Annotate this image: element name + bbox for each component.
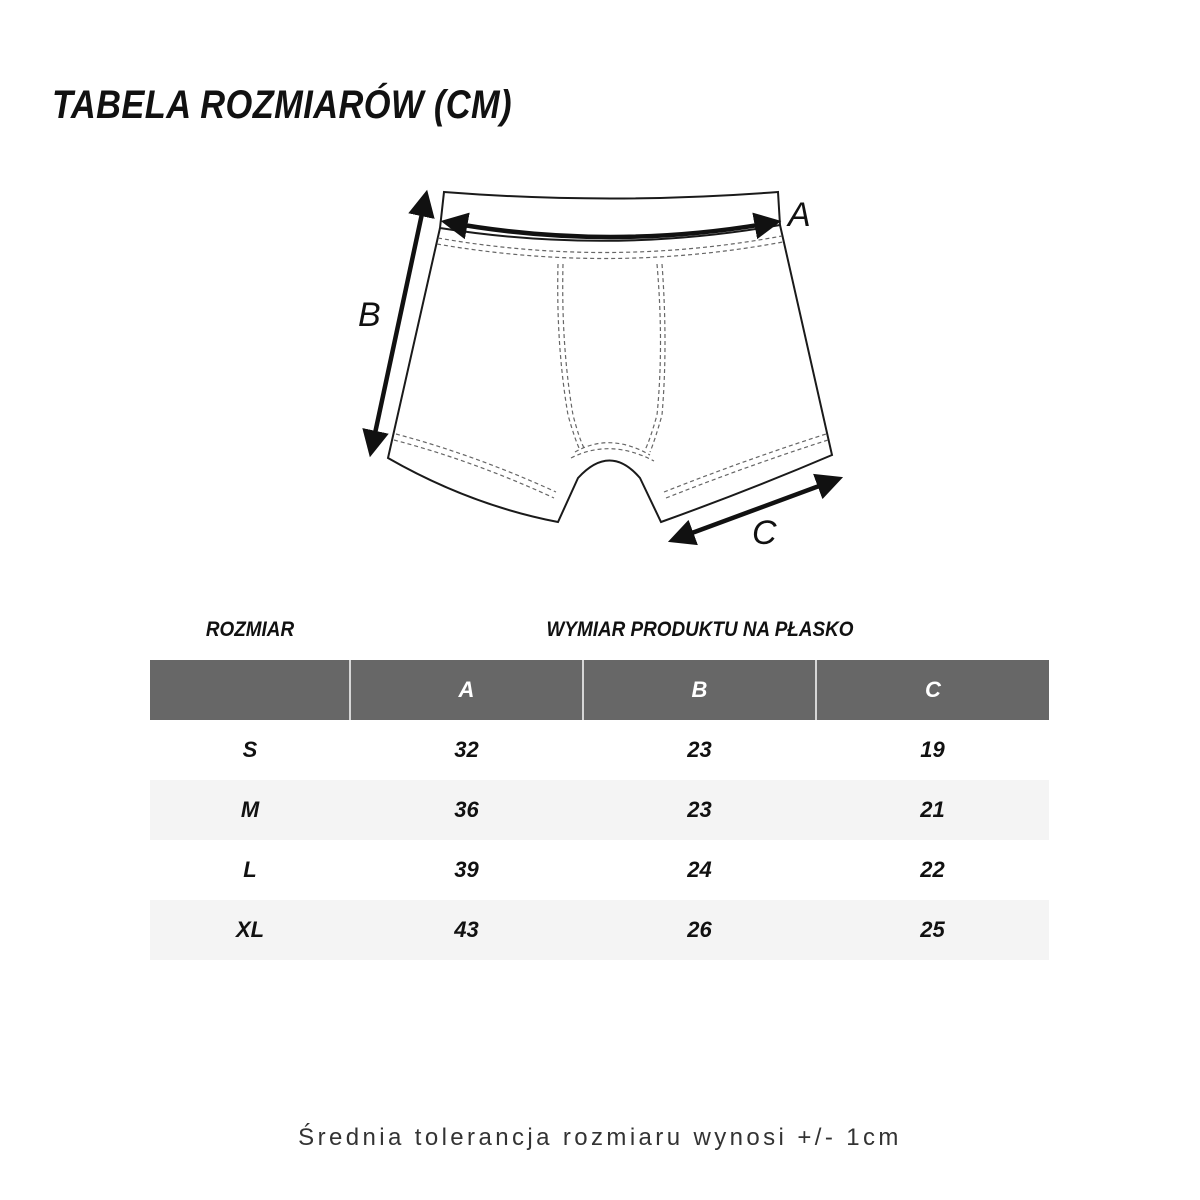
dimensions-heading: WYMIAR PRODUKTU NA PŁASKO bbox=[546, 618, 854, 641]
boxer-briefs-diagram bbox=[340, 175, 860, 565]
header-cell-b: B bbox=[583, 660, 816, 720]
label-c: C bbox=[752, 514, 777, 552]
header-cell-c: C bbox=[816, 660, 1049, 720]
value-c-cell: 25 bbox=[816, 900, 1049, 960]
tolerance-note: Średnia tolerancja rozmiaru wynosi +/- 1cm bbox=[298, 1124, 902, 1151]
size-cell: L bbox=[243, 857, 257, 882]
value-a-cell: 32 bbox=[454, 737, 479, 762]
header-cell-empty bbox=[150, 660, 350, 720]
value-a-cell: 39 bbox=[454, 857, 479, 882]
stitching-lines bbox=[394, 236, 828, 498]
value-a-cell: 36 bbox=[350, 780, 583, 840]
value-c-cell: 21 bbox=[816, 780, 1049, 840]
size-cell: XL bbox=[150, 900, 350, 960]
size-cell: S bbox=[242, 737, 258, 762]
table-row bbox=[150, 900, 1049, 960]
size-cell: M bbox=[150, 780, 350, 840]
table-row bbox=[150, 840, 1049, 900]
table-header-row bbox=[150, 660, 1049, 720]
label-a: A bbox=[788, 196, 811, 234]
header-cell-a: A bbox=[350, 660, 583, 720]
table-row bbox=[150, 720, 1049, 780]
value-b-cell: 23 bbox=[583, 780, 816, 840]
value-c-cell: 19 bbox=[920, 737, 945, 762]
value-b-cell: 23 bbox=[687, 737, 712, 762]
label-b: B bbox=[358, 296, 381, 334]
garment-outline bbox=[388, 192, 832, 522]
size-column-heading: ROZMIAR bbox=[205, 618, 295, 641]
value-a-cell: 43 bbox=[350, 900, 583, 960]
value-b-cell: 24 bbox=[687, 857, 712, 882]
table-row bbox=[150, 780, 1049, 840]
page-title: TABELA ROZMIARÓW (CM) bbox=[52, 82, 512, 127]
value-b-cell: 26 bbox=[583, 900, 816, 960]
value-c-cell: 22 bbox=[920, 857, 945, 882]
size-table bbox=[150, 660, 1049, 960]
